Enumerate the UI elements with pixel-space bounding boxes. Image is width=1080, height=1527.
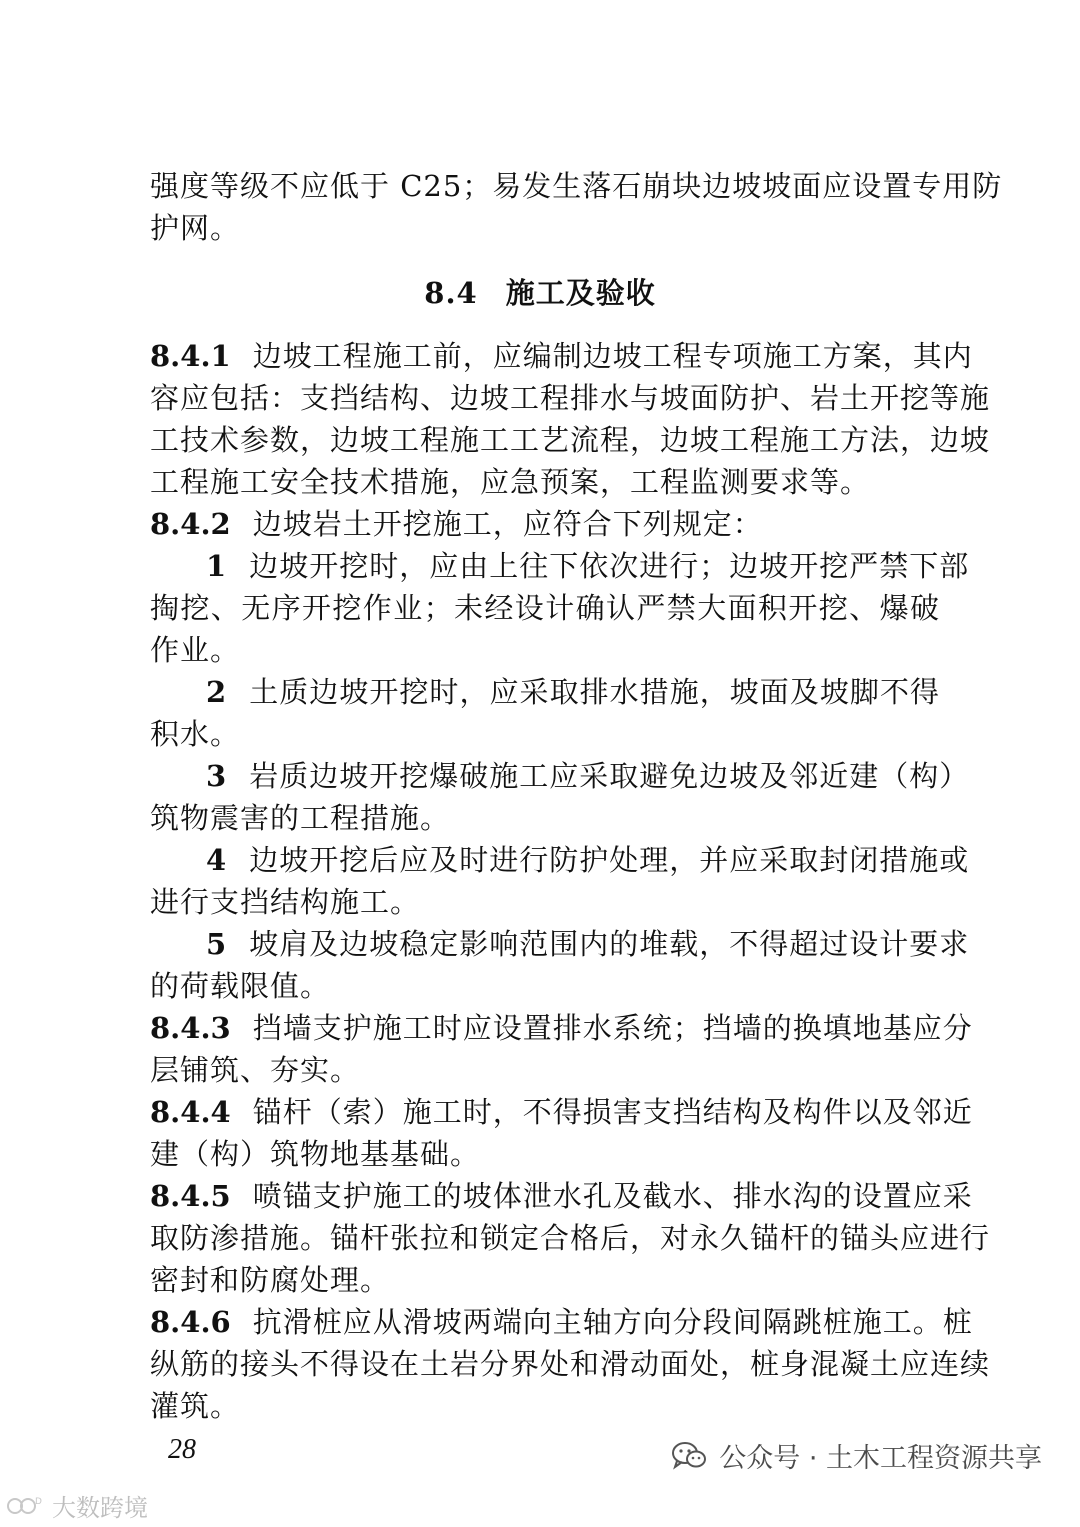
- clause-number: 8.4.2: [150, 507, 231, 541]
- item-text: 边坡开挖时，应由上往下依次进行；边坡开挖严禁下部: [249, 549, 970, 583]
- clause-8-4-6-line-3: 灌筑。: [150, 1389, 241, 1423]
- clause-8-4-5-line-3: 密封和防腐处理。: [150, 1263, 391, 1297]
- continuation-line-2: 护网。: [150, 211, 241, 245]
- list-item-2-line-2: 积水。: [150, 717, 241, 751]
- clause-8-4-2: [150, 504, 940, 544]
- list-item-3-line-2: 筑物震害的工程措施。: [150, 801, 451, 835]
- clause-8-4-5-line-2: 取防渗措施。锚杆张拉和锁定合格后，对永久锚杆的锚头应进行: [150, 1221, 991, 1255]
- list-item-5: [206, 924, 970, 964]
- list-item-1-line-3: 作业。: [150, 633, 241, 667]
- clause-text: 喷锚支护施工的坡体泄水孔及截水、排水沟的设置应采: [252, 1179, 973, 1213]
- page-number: 28: [168, 1434, 196, 1465]
- clause-number: 8.4.4: [150, 1095, 231, 1129]
- clause-text: 挡墙支护施工时应设置排水系统；挡墙的换填地基应分: [252, 1011, 973, 1045]
- clause-number: 8.4.6: [150, 1305, 231, 1339]
- list-item-1: [206, 546, 970, 586]
- list-item-3: [206, 756, 970, 796]
- clause-8-4-6-line-2: 纵筋的接头不得设在土岩分界处和滑动面处，桩身混凝土应连续: [150, 1347, 991, 1381]
- brand-mark: [6, 1488, 148, 1523]
- item-number: 3: [206, 759, 228, 793]
- clause-text: 边坡工程施工前，应编制边坡工程专项施工方案，其内: [252, 339, 973, 373]
- list-item-5-line-2: 的荷载限值。: [150, 969, 331, 1003]
- clause-text: 边坡岩土开挖施工，应符合下列规定：: [252, 507, 763, 541]
- clause-8-4-1: [150, 336, 973, 376]
- list-item-2: [206, 672, 940, 712]
- item-text: 土质边坡开挖时，应采取排水措施，坡面及坡脚不得: [249, 675, 940, 709]
- clause-8-4-1-line-4: 工程施工安全技术措施，应急预案，工程监测要求等。: [150, 465, 871, 499]
- clause-text: 抗滑桩应从滑坡两端向主轴方向分段间隔跳桩施工。桩: [252, 1305, 973, 1339]
- item-text: 边坡开挖后应及时进行防护处理，并应采取封闭措施或: [249, 843, 970, 877]
- clause-8-4-3: [150, 1008, 973, 1048]
- brand-text: 大数跨境: [52, 1494, 148, 1522]
- continuation-line-1: 强度等级不应低于 C25；易发生落石崩块边坡坡面应设置专用防: [150, 169, 1003, 203]
- section-heading: [0, 273, 1080, 313]
- clause-text: 锚杆（索）施工时，不得损害支挡结构及构件以及邻近: [252, 1095, 973, 1129]
- section-title: 施工及验收: [505, 276, 656, 310]
- brand-logo-icon: [6, 1494, 46, 1518]
- clause-8-4-4-line-2: 建（构）筑物地基基础。: [150, 1137, 481, 1171]
- item-number: 2: [206, 675, 228, 709]
- item-number: 1: [206, 549, 228, 583]
- item-text: 坡肩及边坡稳定影响范围内的堆载，不得超过设计要求: [249, 927, 970, 961]
- item-text: 岩质边坡开挖爆破施工应采取避免边坡及邻近建（构）: [249, 759, 970, 793]
- section-number: 8.4: [424, 276, 478, 310]
- clause-number: 8.4.1: [150, 339, 231, 373]
- clause-8-4-5: [150, 1176, 973, 1216]
- list-item-4-line-2: 进行支挡结构施工。: [150, 885, 421, 919]
- clause-number: 8.4.3: [150, 1011, 231, 1045]
- item-number: 4: [206, 843, 228, 877]
- clause-8-4-1-line-3: 工技术参数，边坡工程施工工艺流程，边坡工程施工方法，边坡: [150, 423, 991, 457]
- watermark-text: 公众号 · 土木工程资源共享: [719, 1443, 1042, 1474]
- list-item-4: [206, 840, 970, 880]
- svg-text:D: D: [35, 1496, 42, 1507]
- clause-8-4-4: [150, 1092, 973, 1132]
- list-item-1-line-2: 掏挖、无序开挖作业；未经设计确认严禁大面积开挖、爆破: [150, 591, 940, 625]
- wechat-watermark: [671, 1436, 1042, 1475]
- clause-number: 8.4.5: [150, 1179, 231, 1213]
- clause-8-4-1-line-2: 容应包括：支挡结构、边坡工程排水与坡面防护、岩土开挖等施: [150, 381, 991, 415]
- clause-8-4-6: [150, 1302, 973, 1342]
- item-number: 5: [206, 927, 228, 961]
- wechat-icon: [671, 1441, 707, 1471]
- clause-8-4-3-line-2: 层铺筑、夯实。: [150, 1053, 361, 1087]
